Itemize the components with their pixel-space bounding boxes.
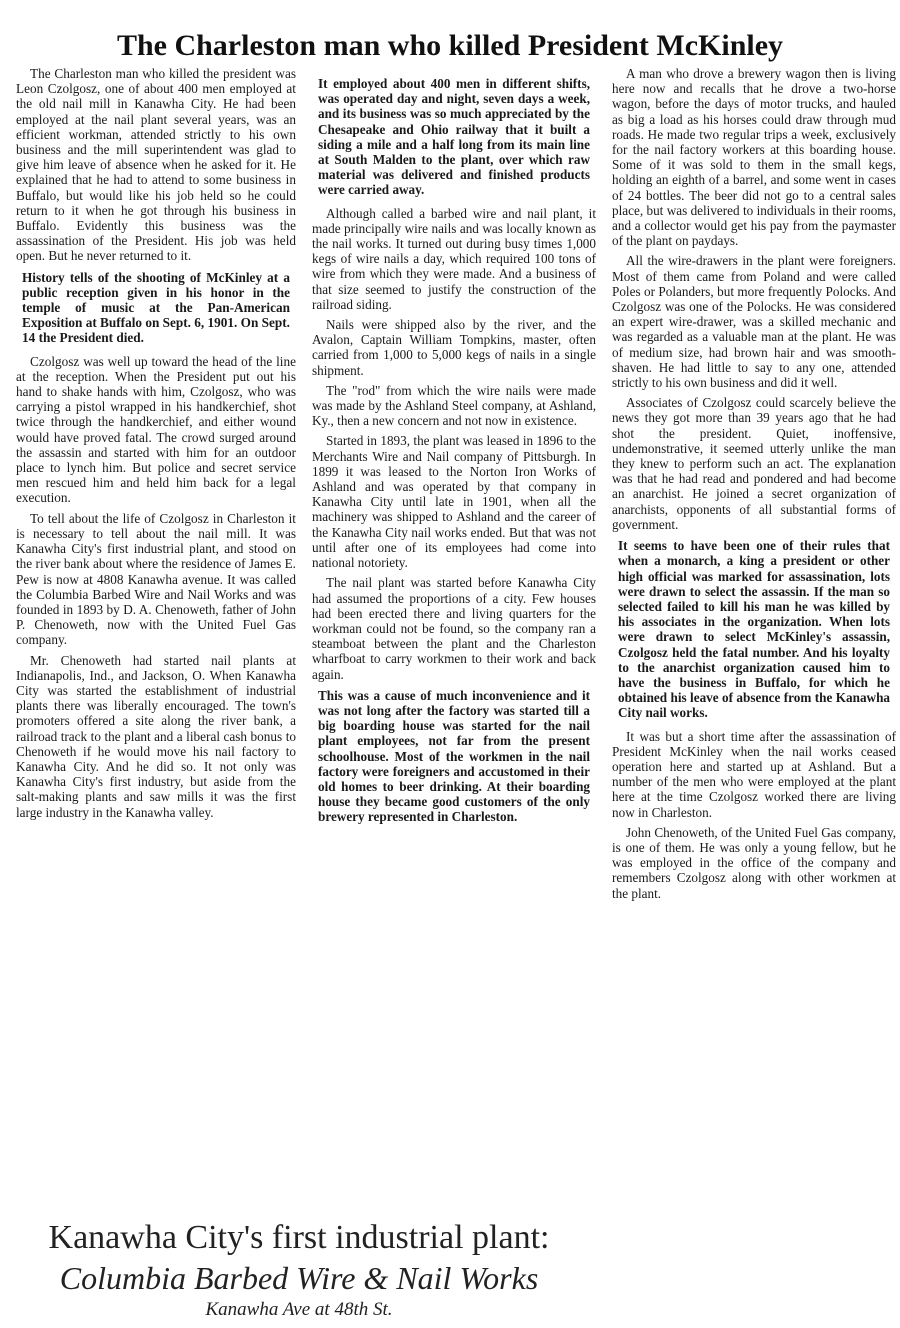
paragraph-bold: This was a cause of much inconvenience and it was not long after the factory was started till a big boarding house was started for the nail plant employees, not far from the present schoolhouse. Most of the workmen in the nail factory were foreigners and accustomed in their old homes to beer drinking. At their boarding house they became good customers of the only brewery represented in Charleston. [318, 687, 590, 825]
paragraph: Associates of Czolgosz could scarcely believe the news they got more than 39 years ago that he had shot the president. Quiet, inoffensive, undemonstrative, it seemed utterly unlike the man they knew to perform such an act. The explanation was that he had read and pondered and had become an anarchist. He joined a secret organization of anarchists, opponents of all substantial forms of government. [612, 395, 896, 532]
paragraph: John Chenoweth, of the United Fuel Gas company, is one of them. He was only a young fellow, but he was employed in the office of the company and remembers Czolgosz along with other workmen at the plant. [612, 824, 896, 901]
paragraph: A man who drove a brewery wagon then is living here now and recalls that he drove a two-horse wagon, before the days of motor trucks, and hauled as big a load as his horses could draw through mud roads. He made two regular trips a week, exclusively for the nail factory workers at this boarding house. Some of it was sold to them in the small kegs, holding an eighth of a barrel, and some went in cases of 24 bottles. The beer did not go to a central sales place, but was delivered to individuals in their rooms, and a collector would get his pay from the paymaster of the plant on paydays. [612, 66, 896, 249]
article-column-2 [312, 70, 596, 833]
paragraph-bold: It employed about 400 men in different shifts, was operated day and night, seven days a week, and its business was so much appreciated by the Chesapeake and Ohio railway that it built a siding a mile and a half long from its main line at South Malden to the plant, over which raw material was delivered and finished products were carried away. [318, 76, 590, 198]
paragraph: To tell about the life of Czolgosz in Charleston it is necessary to tell about the nail mill. It was Kanawha City's first industrial plant, and stood on the river bank about where the residence of James E. Pew is now at 4808 Kanawha avenue. It was called the Columbia Barbed Wire and Nail Works and was founded in 1893 by D. A. Chenoweth, father of John P. Chenoweth, now with the United Fuel Gas company. [16, 510, 296, 648]
paragraph: Although called a barbed wire and nail plant, it made principally wire nails and was locally known as the nail works. It turned out during busy times 1,000 kegs of wire nails a day, which required 100 tons of wire from which they were made. And a business of that size seemed to justify the construction of the railroad siding. [312, 205, 596, 312]
paragraph: It was but a short time after the assassination of President McKinley when the nail works ceased operation here and started up at Ashland. But a number of the men who were employed at the plant here at the time Czolgosz worked there are living now in Charleston. [612, 728, 896, 820]
page-title: The Charleston man who killed President McKinley [116, 29, 784, 63]
article-column-3 [612, 66, 896, 906]
paragraph: The nail plant was started before Kanawha City had assumed the proportions of a city. Few houses had been erected there and living quarters for the workman could not be found, so the company ran a steamboat between the plant and the Charleston wharfboat to carry workmen to their work and back again. [312, 575, 596, 682]
caption-line-1: Kanawha City's first industrial plant: [48, 1219, 550, 1256]
paragraph-bold: History tells of the shooting of McKinley at a public reception given in his honor in the temple of music at the Pan-American Exposition at Buffalo on Sept. 6, 1901. On Sept. 14 the President died. [22, 269, 290, 346]
photo-caption [0, 1218, 598, 1322]
paragraph: The Charleston man who killed the president was Leon Czolgosz, one of about 400 men employed at the old nail mill in Kanawha City. He had been employed at the nail plant several years, was an efficient workman, attended strictly to his own business and the mill superintendent was glad to give him leave of absence when he asked for it. He explained that he had to attend to some business in Buffalo, but would like his job held so he could return to it when he got through his business in Buffalo. Evidently this business was the assassination of the President. His job was held open. But he never returned to it. [16, 66, 296, 264]
caption-line-3: Kanawha Ave at 48th St. [205, 1299, 393, 1320]
paragraph: Czolgosz was well up toward the head of the line at the reception. When the President put out his hand to shake hands with him, Czolgosz, who was carrying a pistol wrapped in his handkerchief, shot twice through the handkerchief, and either wound would have proved fatal. The crowd surged around the assassin and started with him for an outdoor place to lynch him. But police and secret service men rescued him and held him back for a legal execution. [16, 353, 296, 506]
article-column-1 [16, 66, 296, 825]
paragraph: The "rod" from which the wire nails were made was made by the Ashland Steel company, at Ashland, Ky., then a new concern and not now in existence. [312, 382, 596, 429]
caption-line-2: Columbia Barbed Wire & Nail Works [59, 1260, 539, 1296]
paragraph: Started in 1893, the plant was leased in 1896 to the Merchants Wire and Nail company of Pittsburgh. In 1899 it was leased to the Norton Iron Works of Ashland and was operated by that company in Kanawha City until late in 1901, when all the machinery was shipped to Ashland and the career of the Kanawha City nail works ended. But that was not until after one of its employees had come into national notoriety. [312, 433, 596, 571]
paragraph: Nails were shipped also by the river, and the Avalon, Captain William Tompkins, master, often carried from 1,000 to 5,000 kegs of nails in a single shipment. [312, 317, 596, 378]
paragraph: All the wire-drawers in the plant were foreigners. Most of them came from Poland and were called Poles or Polanders, but more frequently Polocks. And Czolgosz was one of the Polocks. He was considered an expert wire-drawer, was a skilled mechanic and was regarded as a valuable man at the plant. He was of medium size, had brown hair and was smooth-shaven. He had little to say to any one, attended strictly to his own business and did it well. [612, 253, 896, 391]
paragraph: Mr. Chenoweth had started nail plants at Indianapolis, Ind., and Jackson, O. When Kanawha City was started the establishment of industrial plants there was liberally encouraged. The town's promoters offered a site along the river bank, a railroad track to the plant and a liberal cash bonus to Chenoweth if he would move his nail factory to Kanawha City. And he did so. It not only was Kanawha City's first industry, but aside from the salt-making plants and saw mills it was the first large industry in the Kanawha valley. [16, 652, 296, 820]
paragraph-bold: It seems to have been one of their rules that when a monarch, a king a president or other high official was marked for assassination, lots were drawn to select the assassin. If the man so selected failed to kill his man he was killed by his associates in the organization. When lots were drawn to select McKinley's assassin, Czolgosz held the fatal number. And his loyalty to the anarchist organization caused him to have the business in Buffalo, for which he obtained his leave of absence from the Kanawha City nail works. [618, 538, 890, 721]
